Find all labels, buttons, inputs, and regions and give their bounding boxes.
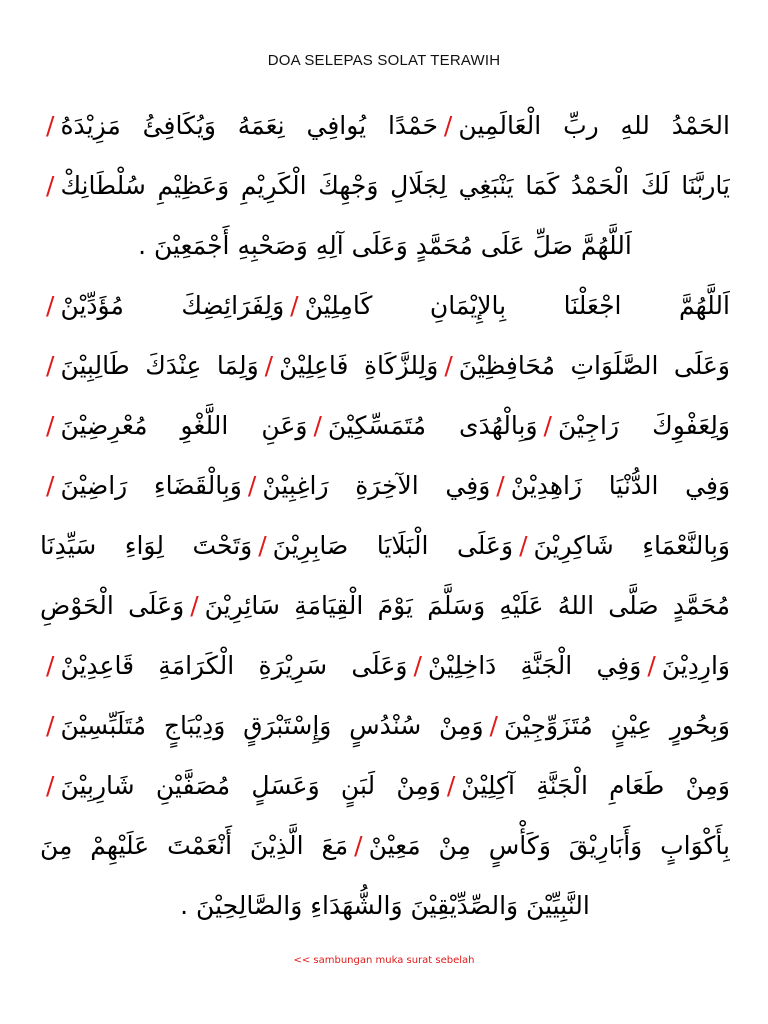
prayer-phrase: وَلِلزَّكَاةِ فَاعِلِيْنْ (279, 351, 439, 380)
prayer-line (40, 156, 730, 216)
prayer-phrase: حَمْدًا يُوافِي نِعَمَهُ وَيُكَافِئُ مَزِيْدَهُ (60, 111, 438, 140)
separator-slash: / (46, 291, 55, 320)
prayer-phrase: وَمِنْ طَعَامِ الْجَنَّةِ آكِلِيْنْ (461, 771, 730, 800)
prayer-line (40, 876, 730, 936)
prayer-line (40, 216, 730, 276)
prayer-phrase: وَلِمَا عِنْدَكَ طَالِبِيْنَ (60, 351, 259, 380)
separator-slash: / (647, 651, 656, 680)
prayer-text (40, 96, 730, 936)
prayer-phrase: وَتَحْتَ لِوَاءِ سَيِّدِنَا (40, 531, 253, 560)
separator-slash: / (496, 471, 505, 500)
prayer-line (40, 336, 730, 396)
separator-slash: / (46, 651, 55, 680)
prayer-phrase: وَبِالنَّعْمَاءِ شَاكِرِيْنَ (533, 531, 730, 560)
prayer-line (40, 276, 730, 336)
separator-slash: / (46, 111, 55, 140)
separator-slash: / (46, 711, 55, 740)
separator-slash: / (46, 771, 55, 800)
prayer-phrase: وَلِفَرَائِضِكَ مُؤَدِّيْنْ (60, 291, 285, 320)
separator-slash: / (46, 411, 55, 440)
separator-slash: / (543, 411, 552, 440)
separator-slash: / (258, 531, 267, 560)
prayer-line (40, 96, 730, 156)
separator-slash: / (46, 351, 55, 380)
prayer-phrase: بِأَكْوَابٍ وَأَبَارِيْقَ وَكَأْسٍ مِنْ مَعِيْنْ (368, 831, 730, 860)
prayer-phrase: الحَمْدُ للهِ ربِّ الْعَالَمِين (458, 111, 730, 140)
prayer-phrase: اَللَّهُمَّ صَلِّ عَلَى مُحَمَّدٍ وَعَلَى آلِهِ وَصَحْبِهِ أَجْمَعِيْنَ . (138, 231, 632, 260)
prayer-line (40, 756, 730, 816)
prayer-line (40, 816, 730, 876)
prayer-phrase: وَعَلَى الصَّلَوَاتِ مُحَافِظِيْنَ (458, 351, 730, 380)
separator-slash: / (313, 411, 322, 440)
prayer-phrase: مُحَمَّدٍ صَلَّى اللهُ عَلَيْهِ وَسَلَّمَ يَوْمَ الْقِيَامَةِ سَائِرِيْنَ (204, 591, 730, 620)
prayer-phrase: وَلِعَفْوِكَ رَاجِيْنَ (557, 411, 730, 440)
separator-slash: / (46, 471, 55, 500)
prayer-phrase: وَمِنْ سُنْدُسٍ وَإِسْتَبْرَقٍ وَدِيْبَاجٍ مُتَلَبِّسِيْنَ (60, 711, 484, 740)
prayer-phrase: وَفِي الآخِرَةِ رَاغِبِيْنْ (262, 471, 491, 500)
prayer-phrase: وَعَلَى الْبَلَايَا صَابِرِيْنَ (272, 531, 514, 560)
separator-slash: / (489, 711, 498, 740)
separator-slash: / (446, 771, 456, 800)
prayer-phrase: مَعَ الَّذِيْنَ أَنْعَمْتَ عَلَيْهِمْ مِنَ (40, 831, 349, 860)
continuation-note: << sambungan muka surat sebelah (293, 955, 475, 966)
prayer-phrase: وَارِدِيْنَ (661, 651, 730, 680)
prayer-phrase: وَمِنْ لَبَنٍ وَعَسَلٍ مُصَفَّيْنِ شَارِبِيْنَ (60, 771, 441, 800)
prayer-phrase: وَعَنِ اللَّغْوِ مُعْرِضِيْنَ (60, 411, 308, 440)
prayer-line (40, 516, 730, 576)
document-title: DOA SELEPAS SOLAT TERAWIH (267, 52, 501, 69)
prayer-line (40, 636, 730, 696)
prayer-line (40, 456, 730, 516)
separator-slash: / (290, 291, 299, 320)
prayer-line (40, 696, 730, 756)
separator-slash: / (413, 651, 422, 680)
separator-slash: / (247, 471, 257, 500)
separator-slash: / (354, 831, 363, 860)
prayer-phrase: وَعَلَى سَرِيْرَةِ الْكَرَامَةِ قَاعِدِيْنْ (60, 651, 408, 680)
prayer-phrase: وَبِحُورٍ عِيْنٍ مُتَزَوِّجِيْنَ (503, 711, 730, 740)
prayer-phrase: وَفِي الْجَنَّةِ دَاخِلِيْنْ (427, 651, 642, 680)
separator-slash: / (519, 531, 528, 560)
prayer-phrase: وَفِي الدُّنْيَا زَاهِدِيْنْ (510, 471, 730, 500)
prayer-phrase: وَبِالْقَضَاءِ رَاضِيْنَ (60, 471, 242, 500)
prayer-phrase: اَللَّهُمَّ اجْعَلْنَا بِالإِيْمَانِ كَامِلِيْنْ (304, 291, 730, 320)
separator-slash: / (190, 591, 199, 620)
prayer-phrase: يَاربَّنَا لَكَ الْحَمْدُ كَمَا يَنْبَغِي لِجَلَالِ وَجْهِكَ الْكَرِيْمِ وَعَظِيْمِ سُلْطَانِكْ (60, 171, 730, 200)
separator-slash: / (443, 111, 453, 140)
separator-slash: / (264, 351, 274, 380)
prayer-phrase: وَعَلَى الْحَوْضِ (40, 591, 185, 620)
prayer-phrase: النَّبِيِّيْنَ وَالصِّدِّيْقِيْنَ وَالشُّهَدَاءِ وَالصَّالِحِيْنَ . (180, 891, 590, 920)
prayer-phrase: وَبِالْهُدَى مُتَمَسِّكِيْنَ (327, 411, 538, 440)
separator-slash: / (46, 171, 55, 200)
prayer-line (40, 576, 730, 636)
prayer-line (40, 396, 730, 456)
separator-slash: / (444, 351, 453, 380)
